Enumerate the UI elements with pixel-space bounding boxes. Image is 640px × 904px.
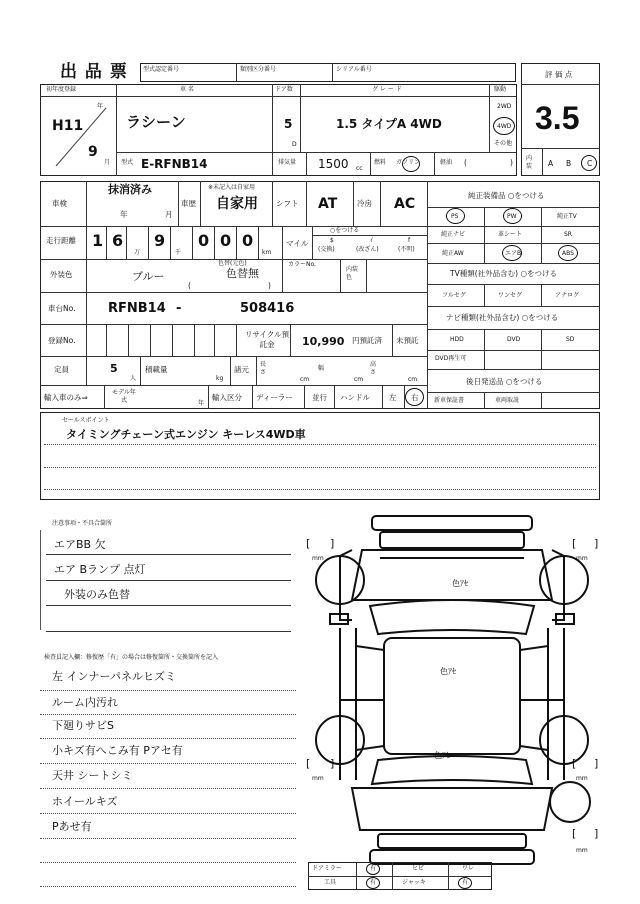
mileage-label: 走行距離 (46, 236, 76, 245)
door-label: ドア数 (275, 86, 293, 93)
import-class-label: 輸入区分 (212, 393, 242, 402)
note-line-2: エア Bランプ 点灯 (54, 563, 146, 576)
color-change-value: 色替無 (226, 267, 259, 280)
recycle-label: リサイクル預託金 (245, 330, 289, 349)
inspector-line-2: ルーム内汚れ (52, 696, 118, 709)
cooler-value: AC (394, 196, 416, 212)
opt-oneseg: ワンセグ (498, 292, 523, 299)
dealer-option: ディーラー (256, 393, 293, 402)
doors-value: 5 (284, 117, 293, 131)
header-id-row (140, 63, 516, 82)
circle-note: ○をつける (330, 227, 360, 234)
opt-pw: PW (507, 213, 517, 220)
inspector-line-7: Pあせ有 (52, 820, 92, 833)
exchange-a: $ (330, 237, 334, 244)
capacity-label: 定員 (54, 365, 69, 374)
color-value: ブルー (132, 270, 165, 283)
fuel-gas: ガソリン (396, 159, 421, 166)
color-no-label: カラーNo. (288, 261, 316, 268)
km-unit: km (262, 249, 272, 256)
import-label: 輸入車のみ⇒ (44, 393, 88, 402)
later-title: 後日発送品 ○をつける (466, 377, 543, 386)
recycle-paid: 円預託済 (352, 336, 382, 345)
door-mirror-label: ドアミラー (312, 865, 342, 872)
opt-manual: 車両取説 (495, 397, 520, 404)
fuel-paren-close: ) (510, 158, 513, 167)
bracket-spare-open: [ (572, 827, 577, 840)
color-paren-open: ( (188, 281, 191, 290)
model-value: E-RFNB14 (141, 157, 208, 171)
month-unit: 月 (104, 159, 111, 166)
regno-label: 登録No. (48, 336, 76, 345)
vin-dash: - (176, 301, 182, 316)
color-change-label: 色替(元色) (218, 260, 247, 267)
mile-label: マイル (286, 239, 309, 248)
load-label: 積載量 (145, 365, 168, 374)
inspector-line-4: 小キズ有へこみ有 Pアセ有 (52, 744, 183, 757)
first-reg-month: 9 (88, 144, 98, 160)
color-paren-close: ) (268, 281, 271, 290)
bracket-fl-open: [ (306, 537, 311, 550)
opt-tv: 純正TV (557, 213, 577, 220)
sen-unit: 千 (175, 249, 182, 256)
cc-unit: cc (356, 165, 363, 172)
bracket-rr-open: [ (572, 757, 577, 770)
opt-analog: アナログ (555, 292, 580, 299)
handle-label: ハンドル (340, 393, 370, 402)
opt-abs-circle (558, 245, 578, 261)
grade-value: 1.5 タイプA 4WD (336, 117, 442, 131)
shaken-label: 車検 (52, 199, 67, 208)
drive-2wd: 2WD (497, 103, 512, 110)
mm-fl: mm (312, 555, 324, 562)
grade-label: グ レ ー ド (372, 86, 402, 93)
mileage-digit-5: 0 (220, 231, 232, 250)
shift-value: AT (318, 196, 338, 212)
man-unit: 万 (134, 249, 141, 256)
opt-sr: SR (564, 231, 572, 238)
sales-label: セールスポイント (62, 417, 110, 424)
vin-label: 車台No. (48, 304, 76, 313)
fuel-diesel: 軽油 (440, 159, 453, 166)
bracket-spare-close: ] (594, 827, 599, 840)
jack-has-circle (458, 877, 472, 889)
interior-a: A (548, 159, 554, 168)
opt-ps: PS (451, 213, 459, 220)
damage-mark-3: 色ｱｾ (434, 751, 450, 760)
recycle-value: 10,990 (302, 335, 345, 348)
mileage-digit-1: 1 (92, 231, 104, 250)
damage-mark-1: 色ｱｾ (452, 579, 468, 588)
dims-label: 諸元 (234, 365, 249, 374)
first-reg-era-year: H11 (52, 118, 84, 134)
capacity-value: 5 (110, 362, 118, 375)
fuel-gas-circle (402, 156, 420, 172)
vin-prefix: RFNB14 (108, 301, 166, 316)
cm-unit-2: cm (354, 376, 364, 383)
fuel-paren: ( (464, 158, 467, 167)
handle-left: 左 (389, 393, 397, 402)
opt-fullseg: フルセグ (442, 292, 466, 299)
car-diagram (300, 510, 620, 870)
sales-text: タイミングチェーン式エンジン キーレス4WD車 (66, 428, 306, 441)
opt-sd: SD (566, 336, 575, 343)
cm-unit-1: cm (300, 376, 310, 383)
cooler-label: 冷房 (357, 199, 372, 208)
opt-hdd: HDD (450, 336, 464, 343)
rating-value: 3.5 (535, 100, 580, 136)
shaken-value: 抹消済み (108, 183, 152, 196)
mileage-digit-4: 0 (198, 231, 210, 250)
opt-pw-circle (503, 208, 522, 224)
vin-number: 508416 (240, 301, 295, 316)
mileage-digit-6: 0 (242, 231, 254, 250)
mirror-has-circle (366, 863, 380, 875)
opt-leather: 革シート (498, 231, 523, 238)
mirror-has: 有 (370, 865, 377, 872)
bracket-fr-open: [ (572, 537, 577, 550)
crack-label: ヒビ (412, 865, 425, 872)
height-label: 高さ (370, 361, 377, 376)
opt-nav: 純正ナビ (441, 231, 466, 238)
handle-right: 右 (411, 393, 419, 402)
interior-color-label: 内装色 (346, 266, 359, 281)
fuel-label: 燃料 (374, 159, 387, 166)
year-unit: 年 (97, 103, 104, 110)
note-line-3: 外装のみ色替 (64, 588, 130, 601)
mileage-digit-2: 6 (112, 231, 124, 250)
inspector-line-5: 天井 シートシミ (52, 769, 133, 782)
opt-new-warranty: 新車保証書 (434, 397, 465, 404)
recycle-unpaid: 未預託 (396, 336, 419, 345)
warp-label: ワレ (462, 865, 475, 872)
genuine-title: 純正装備品 ○をつける (468, 191, 545, 200)
history-value: 自家用 (216, 196, 258, 212)
tv-type-title: TV種類(社外品含む) ○をつける (450, 269, 557, 278)
inspector-line-1: 左 インナーパネルヒズミ (52, 670, 176, 683)
opt-dvd: DVD (507, 336, 521, 343)
mm-fr: mm (576, 555, 588, 562)
model-year-label: モデル年式 (112, 389, 136, 404)
parallel-option: 並行 (312, 393, 327, 402)
page-title: 出 品 票 (60, 62, 128, 82)
drive-4wd-circle (493, 117, 515, 135)
tools-has: 有 (370, 879, 377, 886)
model-cert-label: 型式認定番号 (143, 66, 180, 73)
model-label: 型式 (121, 159, 134, 166)
date-slash (50, 100, 110, 172)
mileage-digit-3: 9 (154, 231, 166, 250)
shaken-month: 月 (165, 210, 173, 219)
interior-c-circle (581, 155, 597, 171)
opt-dvd-play: DVD再生可 (435, 355, 467, 362)
bracket-rl-open: [ (306, 757, 311, 770)
car-name-label: 車 名 (180, 86, 194, 93)
drive-4wd: 4WD (497, 123, 512, 130)
door-suffix: D (292, 141, 297, 148)
jack-has: 有 (462, 879, 469, 886)
rating-label: 評 価 点 (545, 70, 573, 79)
capacity-unit: 人 (130, 375, 137, 382)
bracket-fr-close: ] (594, 537, 599, 550)
bracket-rr-close: ] (594, 757, 599, 770)
tamper-a: ｲ (370, 237, 374, 244)
inspector-label: 検査員記入欄：修復歴「有」の場合は修復箇所・交換箇所を記入 (44, 654, 219, 661)
history-note: ※未記入は自家用 (208, 184, 256, 191)
first-reg-label: 初年度登録 (46, 86, 77, 93)
interior-b: B (566, 159, 572, 168)
opt-abs: ABS (562, 250, 574, 257)
width-label: 幅 (318, 365, 325, 372)
bracket-rl-close: ] (330, 757, 335, 770)
displacement-value: 1500 (318, 157, 349, 171)
jack-label: ジャッキ (402, 879, 426, 886)
tools-label: 工具 (324, 879, 337, 886)
tools-has-circle (366, 877, 380, 889)
serial-label: シリアル番号 (336, 66, 372, 73)
interior-c: C (587, 159, 593, 168)
mm-spare: mm (576, 847, 588, 854)
displacement-label: 排気量 (278, 159, 297, 166)
color-label: 外装色 (50, 270, 73, 279)
inspector-line-3: 下廻りサビS (52, 719, 114, 732)
notes-label: 注意事項・不具合箇所 (52, 520, 113, 527)
mm-rl: mm (312, 775, 324, 782)
kg-unit: kg (216, 375, 224, 382)
mm-rr: mm (576, 775, 588, 782)
category-label: 類別区分番号 (240, 66, 277, 73)
car-name: ラシーン (126, 113, 186, 131)
unknown-b: (不明) (398, 246, 415, 253)
tamper-b: (改ざん) (356, 246, 379, 253)
opt-aircon-circle (502, 245, 522, 261)
nav-type-title: ナビ種類(社外品含む) ○をつける (446, 313, 559, 322)
opt-aircon: エアB (505, 250, 522, 257)
sales-point-box (40, 412, 600, 500)
shift-label: シフト (276, 199, 299, 208)
interior-label: 内装 (526, 155, 533, 170)
inspector-line-6: ホイールキズ (52, 795, 118, 808)
history-label: 車歴 (181, 199, 196, 208)
unknown-a: f (408, 237, 411, 244)
bracket-fl-close: ] (330, 537, 335, 550)
opt-aw: 純正AW (442, 250, 464, 257)
drive-other: その他 (494, 140, 513, 147)
drive-label: 駆動 (494, 86, 507, 93)
handle-right-circle (405, 388, 424, 406)
note-line-1: エアBB 欠 (54, 538, 106, 551)
import-year-unit: 年 (198, 400, 205, 407)
cm-unit-3: cm (408, 376, 418, 383)
exchange-b: (交換) (318, 246, 335, 253)
length-label: 長さ (260, 361, 267, 376)
damage-mark-2: 色ｱｾ (440, 667, 456, 676)
shaken-year: 年 (120, 210, 128, 219)
opt-ps-circle (446, 208, 465, 224)
